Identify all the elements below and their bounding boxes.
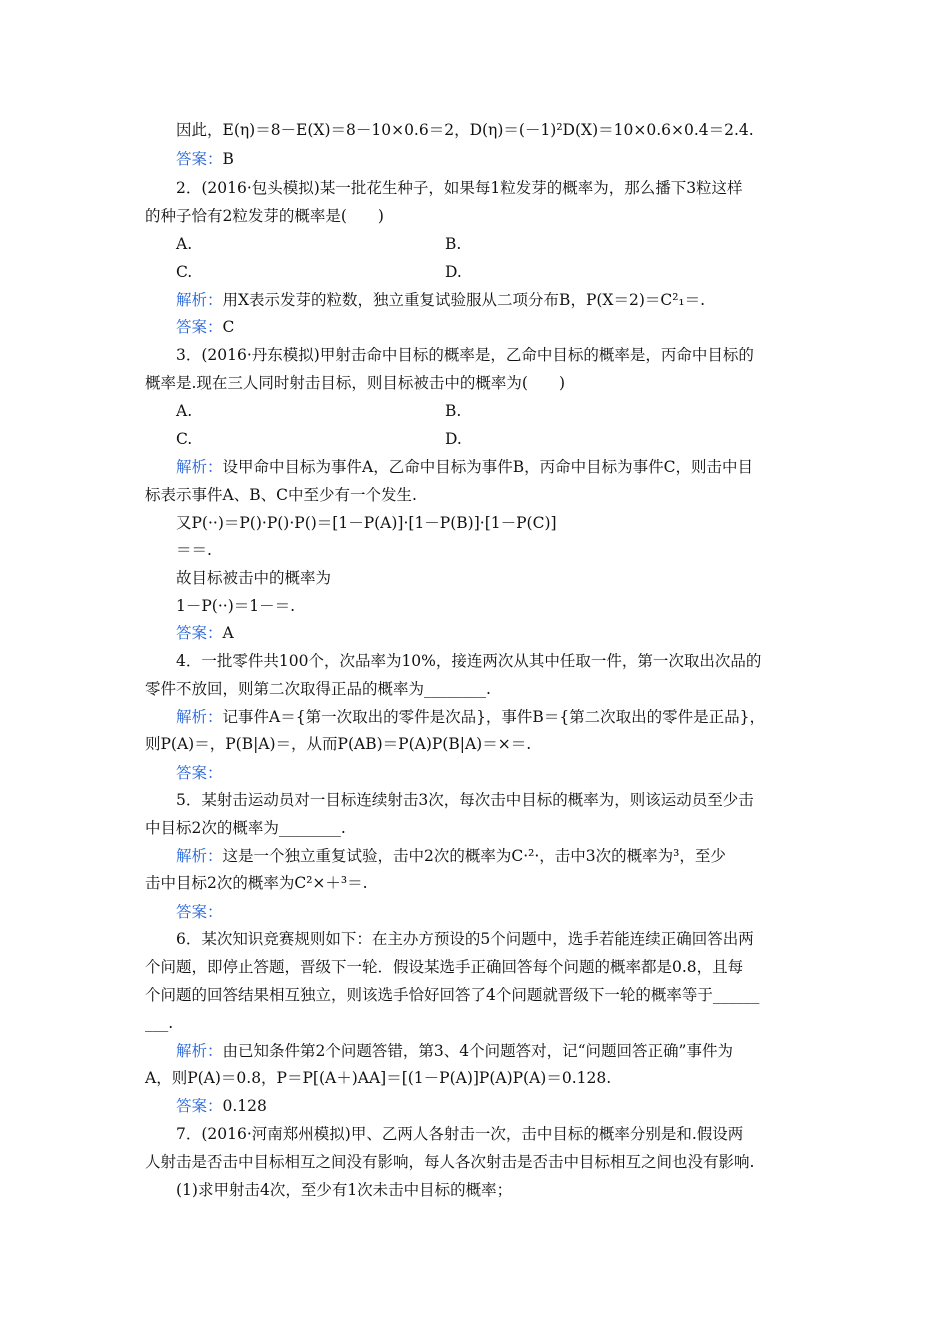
- option-a: A.: [176, 402, 193, 420]
- option-b: B.: [445, 402, 462, 420]
- answer-label: 答案：: [176, 624, 223, 642]
- question-line: 零件不放回，则第二次取得正品的概率为________.: [145, 680, 491, 698]
- question-line: 2．(2016·包头模拟)某一批花生种子，如果每1粒发芽的概率为，那么播下3粒这样: [176, 179, 743, 197]
- answer-line: [176, 901, 223, 923]
- analysis-line: 解析：由已知条件第2个问题答错，第3、4个问题答对，记“问题回答正确”事件为: [176, 1042, 733, 1060]
- analysis-line: 则P(A)＝，P(B|A)＝，从而P(AB)＝P(A)P(B|A)＝×＝.: [145, 735, 532, 753]
- analysis-label: 解析：: [176, 291, 223, 309]
- analysis-line: 解析：记事件A＝{第一次取出的零件是次品}，事件B＝{第二次取出的零件是正品}，: [176, 708, 766, 726]
- analysis-line: 又P(··)＝P()·P()·P()＝[1－P(A)]·[1－P(B)]·[1－P(C)]: [176, 514, 557, 532]
- answer-line: 答案：C: [176, 318, 235, 336]
- answer-line: [176, 762, 223, 784]
- analysis-line: 击中目标2次的概率为C²×＋³＝.: [145, 874, 368, 892]
- analysis-label: 解析：: [176, 1042, 223, 1060]
- option-b: B.: [445, 235, 462, 253]
- answer-label: 答案：: [176, 318, 223, 336]
- option-d: D.: [445, 263, 462, 281]
- analysis-line: 解析：这是一个独立重复试验，击中2次的概率为C·²·，击中3次的概率为³，至少: [176, 847, 726, 865]
- analysis-line: 解析：用X表示发芽的粒数，独立重复试验服从二项分布B，P(X＝2)＝C²₁＝.: [176, 291, 706, 309]
- analysis-line: 1－P(··)＝1－＝.: [176, 597, 296, 615]
- question-line: 中目标2次的概率为________.: [145, 819, 346, 837]
- answer-line: 答案：B: [176, 150, 234, 168]
- answer-line: 答案：A: [176, 624, 234, 642]
- question-line: 7．(2016·河南郑州模拟)甲、乙两人各射击一次，击中目标的概率分别是和.假设两: [176, 1125, 744, 1143]
- question-line: 个问题的回答结果相互独立，则该选手恰好回答了4个问题就晋级下一轮的概率等于______: [145, 986, 760, 1004]
- answer-label: 答案：: [176, 1097, 223, 1115]
- option-c: C.: [176, 430, 193, 448]
- answer-label: 答案：: [176, 150, 223, 168]
- analysis-label: 解析：: [176, 708, 223, 726]
- question-line: 5．某射击运动员对一目标连续射击3次，每次击中目标的概率为，则该运动员至少击: [176, 791, 754, 809]
- analysis-line: 故目标被击中的概率为: [176, 569, 332, 587]
- question-line: 个问题，即停止答题，晋级下一轮．假设某选手正确回答每个问题的概率都是0.8，且每: [145, 958, 744, 976]
- question-line: 概率是.现在三人同时射击目标，则目标被击中的概率为( ): [145, 374, 566, 392]
- answer-line: 答案：0.128: [176, 1097, 267, 1115]
- answer-label: 答案：: [176, 903, 223, 921]
- option-c: C.: [176, 263, 193, 281]
- option-d: D.: [445, 430, 462, 448]
- question-line: 3．(2016·丹东模拟)甲射击命中目标的概率是，乙命中目标的概率是，丙命中目标的: [176, 346, 754, 364]
- solution-line: 因此，E(η)＝8－E(X)＝8－10×0.6＝2，D(η)＝(－1)²D(X)＝10×0.6×0.4＝2.4.: [176, 121, 754, 139]
- analysis-line: ＝＝.: [176, 541, 212, 559]
- answer-label: 答案：: [176, 764, 223, 782]
- analysis-label: 解析：: [176, 847, 223, 865]
- analysis-line: A，则P(A)＝0.8，P＝P[(A＋)AA]＝[(1－P(A)]P(A)P(A)＝0.128.: [145, 1069, 612, 1087]
- question-line: 人射击是否击中目标相互之间没有影响，每人各次射击是否击中目标相互之间也没有影响.: [145, 1153, 755, 1171]
- question-line: ___.: [145, 1014, 174, 1032]
- option-a: A.: [176, 235, 193, 253]
- question-line: 6．某次知识竞赛规则如下：在主办方预设的5个问题中，选手若能连续正确回答出两: [176, 930, 754, 948]
- question-line: 的种子恰有2粒发芽的概率是( ): [145, 207, 384, 225]
- analysis-line: 解析：设甲命中目标为事件A，乙命中目标为事件B，丙命中目标为事件C，则击中目: [176, 458, 753, 476]
- question-line: (1)求甲射击4次，至少有1次未击中目标的概率；: [176, 1181, 513, 1199]
- question-line: 4．一批零件共100个，次品率为10%，接连两次从其中任取一件，第一次取出次品的: [176, 652, 762, 670]
- analysis-label: 解析：: [176, 458, 223, 476]
- analysis-line: 标表示事件A、B、C中至少有一个发生.: [145, 486, 417, 504]
